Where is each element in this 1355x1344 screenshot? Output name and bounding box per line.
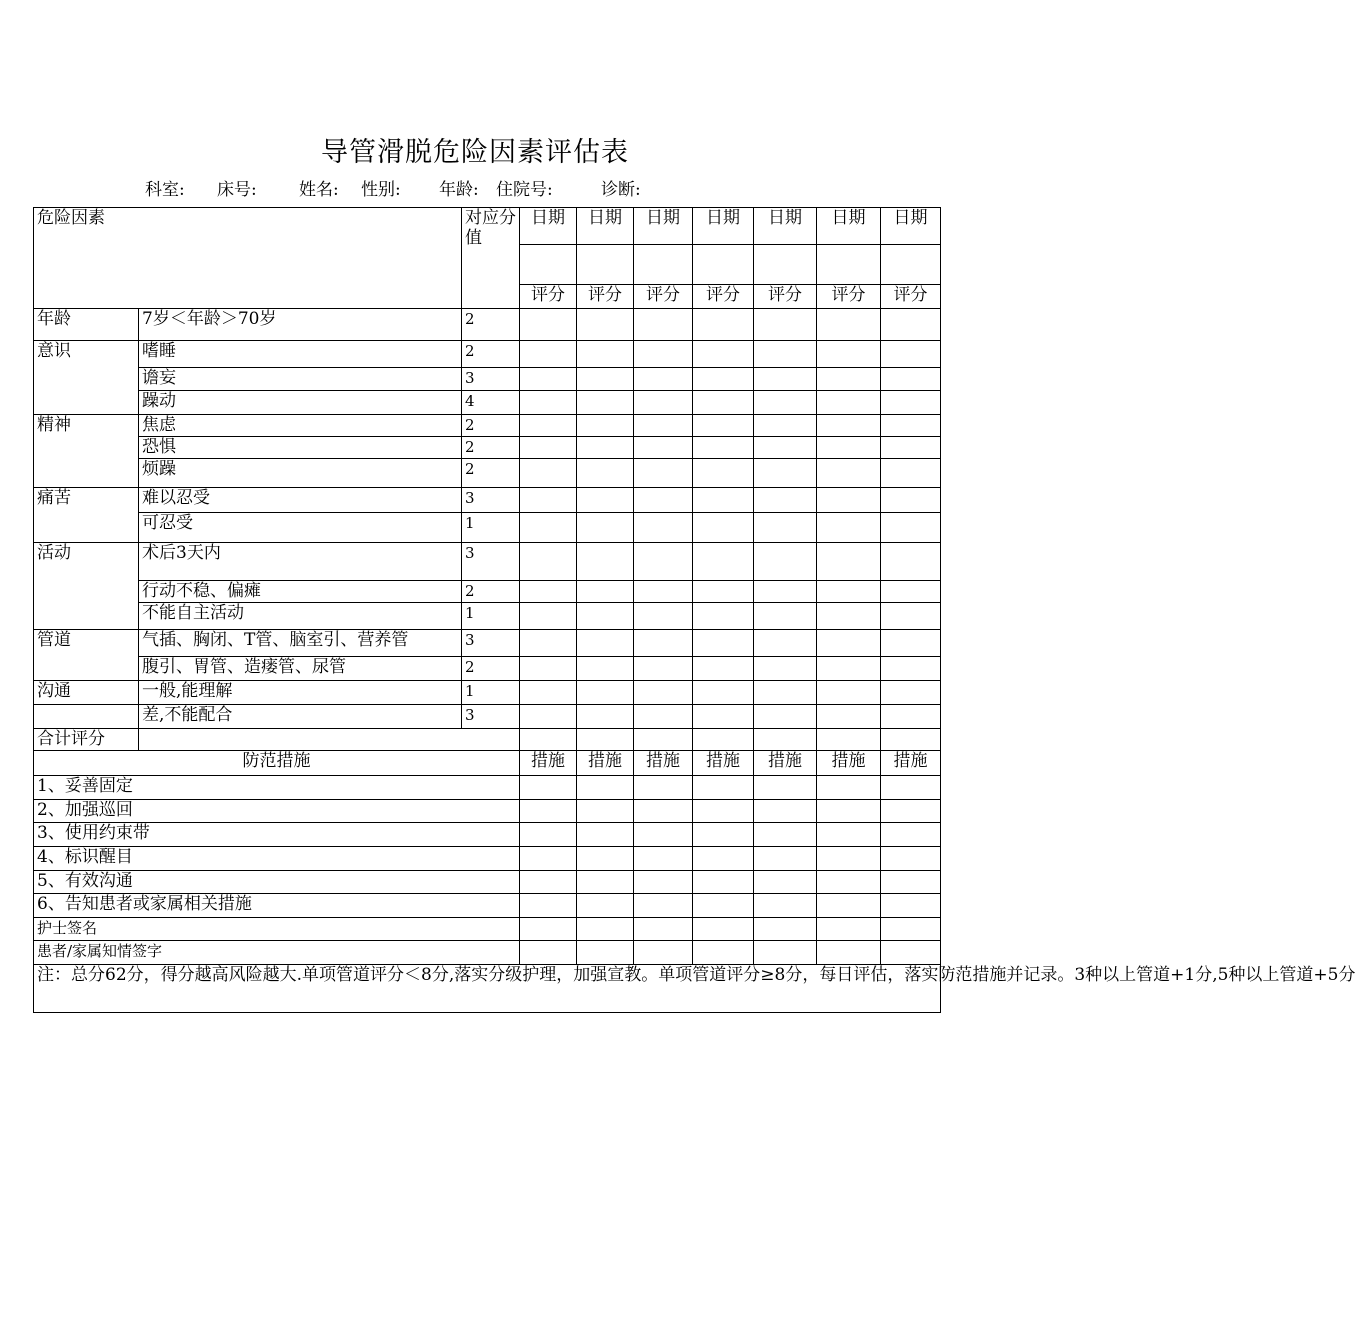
factor-label: 可忍受: [139, 513, 462, 543]
score-cell[interactable]: [693, 459, 754, 488]
score-cell[interactable]: [881, 681, 941, 705]
footnote: 注：总分62分，得分越高风险越大.单项管道评分＜8分,落实分级护理，加强宣教。单项管道评分≥8分，每日评估，落实防范措施并记录。3种以上管道+1分,5种以上管道+5分: [34, 965, 941, 1013]
total-cell[interactable]: [881, 729, 941, 751]
measure-cell[interactable]: [817, 776, 881, 800]
score-cell[interactable]: [634, 513, 693, 543]
factor-score: 1: [462, 603, 520, 630]
score-header: 评分: [634, 285, 693, 309]
score-cell[interactable]: [520, 488, 577, 513]
score-cell[interactable]: [577, 705, 634, 729]
score-cell[interactable]: [577, 657, 634, 681]
factor-label: 腹引、胃管、造瘘管、尿管: [139, 657, 462, 681]
date-header: 日期: [634, 208, 693, 245]
measure-header: 措施: [817, 751, 881, 776]
date-input[interactable]: [754, 245, 817, 285]
measure-cell[interactable]: [817, 800, 881, 823]
total-cell[interactable]: [817, 729, 881, 751]
factor-score: 3: [462, 705, 520, 729]
score-cell[interactable]: [754, 681, 817, 705]
date-header: 日期: [817, 208, 881, 245]
assessment-table: [33, 207, 1355, 1013]
score-cell[interactable]: [817, 459, 881, 488]
measure-cell[interactable]: [577, 894, 634, 918]
score-cell[interactable]: [817, 368, 881, 391]
score-cell[interactable]: [754, 543, 817, 581]
score-cell[interactable]: [693, 415, 754, 437]
date-input[interactable]: [881, 245, 941, 285]
score-cell[interactable]: [577, 368, 634, 391]
score-cell[interactable]: [634, 681, 693, 705]
score-cell[interactable]: [693, 581, 754, 603]
score-cell[interactable]: [881, 705, 941, 729]
prevention-item: 3、使用约束带: [34, 823, 520, 847]
score-cell[interactable]: [520, 415, 577, 437]
measure-header: 措施: [520, 751, 577, 776]
measure-cell[interactable]: [817, 847, 881, 871]
factor-label: 恐惧: [139, 437, 462, 459]
score-cell[interactable]: [881, 488, 941, 513]
value-header: 对应分值: [462, 208, 520, 309]
score-cell[interactable]: [520, 437, 577, 459]
measure-cell[interactable]: [520, 847, 577, 871]
date-input[interactable]: [577, 245, 634, 285]
score-cell[interactable]: [817, 603, 881, 630]
score-cell[interactable]: [881, 459, 941, 488]
page-title: 导管滑脱危险因素评估表: [321, 137, 629, 168]
admission-label: 住院号:: [496, 180, 553, 200]
patient-signature-label: 患者/家属知情签字: [34, 941, 520, 965]
score-cell[interactable]: [693, 630, 754, 657]
age-label: 年龄:: [439, 180, 479, 200]
signature-cell[interactable]: [817, 941, 881, 965]
factor-score: 3: [462, 488, 520, 513]
factor-label: 嗜睡: [139, 341, 462, 368]
score-cell[interactable]: [881, 513, 941, 543]
date-input[interactable]: [817, 245, 881, 285]
prevention-header: 防范措施: [34, 751, 520, 776]
factor-score: 2: [462, 415, 520, 437]
score-cell[interactable]: [634, 309, 693, 341]
prevention-item: 4、标识醒目: [34, 847, 520, 871]
measure-cell[interactable]: [881, 847, 941, 871]
factor-label: 术后3天内: [139, 543, 462, 581]
measure-cell[interactable]: [881, 776, 941, 800]
diagnosis-label: 诊断:: [601, 180, 641, 200]
measure-cell[interactable]: [577, 823, 634, 847]
measure-cell[interactable]: [817, 871, 881, 894]
score-cell[interactable]: [577, 391, 634, 415]
score-cell[interactable]: [693, 513, 754, 543]
category-pain: 痛苦: [34, 488, 139, 543]
factor-score: 2: [462, 459, 520, 488]
measure-cell[interactable]: [693, 894, 754, 918]
measure-cell[interactable]: [577, 776, 634, 800]
measure-cell[interactable]: [754, 776, 817, 800]
score-cell[interactable]: [754, 488, 817, 513]
score-cell[interactable]: [754, 705, 817, 729]
factor-score: 2: [462, 341, 520, 368]
signature-cell[interactable]: [881, 941, 941, 965]
risk-factor-header: 危险因素: [34, 208, 462, 309]
score-cell[interactable]: [577, 513, 634, 543]
category-tubes: 管道: [34, 630, 139, 681]
factor-label: 不能自主活动: [139, 603, 462, 630]
measure-cell[interactable]: [693, 776, 754, 800]
measure-cell[interactable]: [754, 800, 817, 823]
total-cell[interactable]: [754, 729, 817, 751]
score-cell[interactable]: [754, 581, 817, 603]
signature-cell[interactable]: [817, 918, 881, 941]
score-header: 评分: [520, 285, 577, 309]
factor-score: 1: [462, 513, 520, 543]
score-cell[interactable]: [520, 543, 577, 581]
total-score-label: 合计评分: [34, 729, 139, 751]
score-cell[interactable]: [520, 603, 577, 630]
score-cell[interactable]: [577, 581, 634, 603]
dept-label: 科室:: [145, 180, 185, 200]
score-cell[interactable]: [693, 543, 754, 581]
measure-cell[interactable]: [693, 871, 754, 894]
score-cell[interactable]: [754, 341, 817, 368]
score-cell[interactable]: [634, 391, 693, 415]
measure-cell[interactable]: [520, 871, 577, 894]
score-cell[interactable]: [754, 603, 817, 630]
measure-cell[interactable]: [693, 847, 754, 871]
category-age: 年龄: [34, 309, 139, 341]
score-cell[interactable]: [754, 630, 817, 657]
score-cell[interactable]: [817, 681, 881, 705]
factor-label: 一般,能理解: [139, 681, 462, 705]
date-header: 日期: [754, 208, 817, 245]
score-cell[interactable]: [634, 341, 693, 368]
score-cell[interactable]: [634, 459, 693, 488]
bed-label: 床号:: [217, 180, 257, 200]
measure-cell[interactable]: [634, 871, 693, 894]
total-cell[interactable]: [693, 729, 754, 751]
factor-label: 7岁＜年龄＞70岁: [139, 309, 462, 341]
score-cell[interactable]: [817, 543, 881, 581]
date-header: 日期: [693, 208, 754, 245]
measure-cell[interactable]: [577, 800, 634, 823]
score-cell[interactable]: [817, 415, 881, 437]
score-cell[interactable]: [817, 705, 881, 729]
score-cell[interactable]: [693, 309, 754, 341]
score-cell[interactable]: [881, 603, 941, 630]
total-cell[interactable]: [520, 729, 577, 751]
measure-cell[interactable]: [693, 800, 754, 823]
score-cell[interactable]: [881, 341, 941, 368]
score-cell[interactable]: [577, 543, 634, 581]
score-cell[interactable]: [754, 657, 817, 681]
measure-header: 措施: [577, 751, 634, 776]
score-cell[interactable]: [520, 459, 577, 488]
factor-score: 2: [462, 657, 520, 681]
score-cell[interactable]: [754, 437, 817, 459]
measure-cell[interactable]: [754, 871, 817, 894]
score-cell[interactable]: [817, 341, 881, 368]
score-cell[interactable]: [520, 657, 577, 681]
score-cell[interactable]: [754, 459, 817, 488]
score-cell[interactable]: [634, 543, 693, 581]
score-cell[interactable]: [520, 681, 577, 705]
score-cell[interactable]: [817, 309, 881, 341]
category-mental: 精神: [34, 415, 139, 488]
date-header: 日期: [881, 208, 941, 245]
score-cell[interactable]: [577, 309, 634, 341]
measure-cell[interactable]: [754, 823, 817, 847]
score-cell[interactable]: [754, 368, 817, 391]
score-cell[interactable]: [520, 513, 577, 543]
factor-label: 躁动: [139, 391, 462, 415]
category-communication: 沟通: [34, 681, 139, 705]
score-cell[interactable]: [693, 681, 754, 705]
score-cell[interactable]: [634, 415, 693, 437]
score-cell[interactable]: [634, 603, 693, 630]
factor-score: 2: [462, 309, 520, 341]
score-cell[interactable]: [817, 488, 881, 513]
score-cell[interactable]: [881, 391, 941, 415]
score-cell[interactable]: [754, 415, 817, 437]
score-cell[interactable]: [881, 415, 941, 437]
factor-score: 3: [462, 630, 520, 657]
score-cell[interactable]: [693, 368, 754, 391]
measure-header: 措施: [693, 751, 754, 776]
measure-cell[interactable]: [693, 823, 754, 847]
prevention-item: 5、有效沟通: [34, 871, 520, 894]
signature-cell[interactable]: [634, 918, 693, 941]
signature-cell[interactable]: [881, 918, 941, 941]
prevention-item: 6、告知患者或家属相关措施: [34, 894, 520, 918]
measure-cell[interactable]: [577, 871, 634, 894]
factor-score: 3: [462, 543, 520, 581]
score-header: 评分: [881, 285, 941, 309]
score-cell[interactable]: [577, 603, 634, 630]
measure-cell[interactable]: [754, 847, 817, 871]
score-cell[interactable]: [577, 630, 634, 657]
factor-score: 4: [462, 391, 520, 415]
score-cell[interactable]: [881, 368, 941, 391]
score-cell[interactable]: [881, 543, 941, 581]
score-cell[interactable]: [634, 581, 693, 603]
nurse-signature-label: 护士签名: [34, 918, 520, 941]
score-cell[interactable]: [577, 459, 634, 488]
score-cell[interactable]: [520, 309, 577, 341]
score-cell[interactable]: [754, 513, 817, 543]
measure-cell[interactable]: [634, 800, 693, 823]
factor-score: 2: [462, 437, 520, 459]
signature-cell[interactable]: [693, 918, 754, 941]
score-cell[interactable]: [817, 657, 881, 681]
measure-header: 措施: [754, 751, 817, 776]
factor-label: 差,不能配合: [139, 705, 462, 729]
score-cell[interactable]: [577, 681, 634, 705]
score-cell[interactable]: [693, 341, 754, 368]
category-activity: 活动: [34, 543, 139, 630]
total-cell[interactable]: [577, 729, 634, 751]
score-cell[interactable]: [881, 581, 941, 603]
signature-cell[interactable]: [520, 941, 577, 965]
measure-cell[interactable]: [881, 894, 941, 918]
score-cell[interactable]: [693, 488, 754, 513]
score-cell[interactable]: [754, 391, 817, 415]
date-input[interactable]: [634, 245, 693, 285]
score-cell[interactable]: [754, 309, 817, 341]
score-cell[interactable]: [693, 391, 754, 415]
factor-label: 烦躁: [139, 459, 462, 488]
measure-cell[interactable]: [634, 823, 693, 847]
measure-cell[interactable]: [520, 800, 577, 823]
score-cell[interactable]: [634, 437, 693, 459]
score-cell[interactable]: [817, 437, 881, 459]
measure-header: 措施: [881, 751, 941, 776]
score-cell[interactable]: [693, 437, 754, 459]
measure-cell[interactable]: [817, 823, 881, 847]
score-cell[interactable]: [817, 391, 881, 415]
score-cell[interactable]: [520, 341, 577, 368]
factor-label: 谵妄: [139, 368, 462, 391]
signature-cell[interactable]: [754, 918, 817, 941]
prevention-item: 2、加强巡回: [34, 800, 520, 823]
score-header: 评分: [577, 285, 634, 309]
measure-header: 措施: [634, 751, 693, 776]
score-cell[interactable]: [817, 581, 881, 603]
score-cell[interactable]: [693, 657, 754, 681]
signature-cell[interactable]: [634, 941, 693, 965]
signature-cell[interactable]: [754, 941, 817, 965]
signature-cell[interactable]: [577, 941, 634, 965]
measure-cell[interactable]: [520, 776, 577, 800]
factor-score: 2: [462, 581, 520, 603]
signature-cell[interactable]: [520, 918, 577, 941]
date-header: 日期: [577, 208, 634, 245]
gender-label: 性别:: [361, 180, 401, 200]
score-cell[interactable]: [520, 705, 577, 729]
score-cell[interactable]: [520, 581, 577, 603]
factor-score: 1: [462, 681, 520, 705]
measure-cell[interactable]: [881, 871, 941, 894]
score-cell[interactable]: [693, 603, 754, 630]
date-header: 日期: [520, 208, 577, 245]
score-cell[interactable]: [577, 437, 634, 459]
score-cell[interactable]: [634, 657, 693, 681]
measure-cell[interactable]: [520, 823, 577, 847]
measure-cell[interactable]: [754, 894, 817, 918]
total-cell[interactable]: [634, 729, 693, 751]
score-cell[interactable]: [881, 630, 941, 657]
score-header: 评分: [693, 285, 754, 309]
score-cell[interactable]: [881, 657, 941, 681]
measure-cell[interactable]: [634, 776, 693, 800]
score-cell[interactable]: [634, 368, 693, 391]
score-cell[interactable]: [634, 705, 693, 729]
score-cell[interactable]: [577, 415, 634, 437]
date-input[interactable]: [520, 245, 577, 285]
measure-cell[interactable]: [634, 894, 693, 918]
factor-label: 焦虑: [139, 415, 462, 437]
date-input[interactable]: [693, 245, 754, 285]
score-cell[interactable]: [817, 630, 881, 657]
score-cell[interactable]: [634, 630, 693, 657]
score-cell[interactable]: [881, 309, 941, 341]
signature-cell[interactable]: [577, 918, 634, 941]
score-cell[interactable]: [817, 513, 881, 543]
measure-cell[interactable]: [634, 847, 693, 871]
category-consciousness: 意识: [34, 341, 139, 415]
name-label: 姓名:: [299, 180, 339, 200]
factor-label: 难以忍受: [139, 488, 462, 513]
factor-label: 行动不稳、偏瘫: [139, 581, 462, 603]
score-cell[interactable]: [577, 488, 634, 513]
score-header: 评分: [754, 285, 817, 309]
measure-cell[interactable]: [881, 800, 941, 823]
score-cell[interactable]: [520, 391, 577, 415]
score-cell[interactable]: [577, 341, 634, 368]
measure-cell[interactable]: [520, 894, 577, 918]
prevention-item: 1、妥善固定: [34, 776, 520, 800]
measure-cell[interactable]: [881, 823, 941, 847]
score-cell[interactable]: [520, 630, 577, 657]
score-cell[interactable]: [881, 437, 941, 459]
measure-cell[interactable]: [817, 894, 881, 918]
score-cell[interactable]: [520, 368, 577, 391]
score-header: 评分: [817, 285, 881, 309]
score-cell[interactable]: [693, 705, 754, 729]
score-cell[interactable]: [634, 488, 693, 513]
factor-score: 3: [462, 368, 520, 391]
measure-cell[interactable]: [577, 847, 634, 871]
factor-label: 气插、胸闭、T管、脑室引、营养管: [139, 630, 462, 657]
signature-cell[interactable]: [693, 941, 754, 965]
